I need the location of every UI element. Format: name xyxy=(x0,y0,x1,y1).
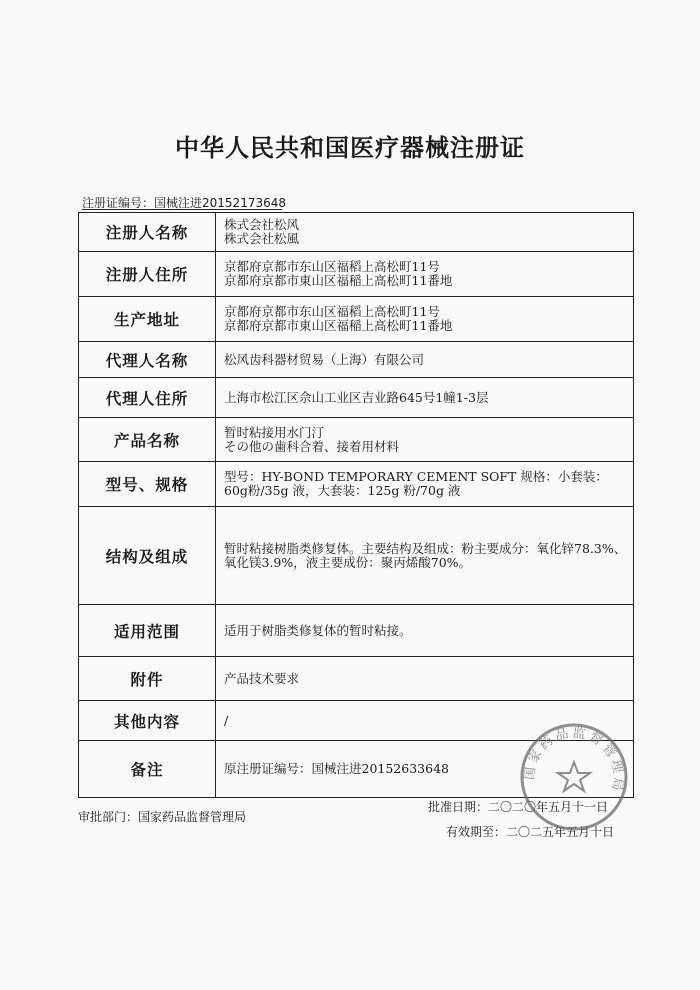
row-label: 代理人住所 xyxy=(79,378,216,418)
row-label: 结构及组成 xyxy=(79,507,216,605)
row-label: 适用范围 xyxy=(79,605,216,657)
table-row xyxy=(79,342,634,378)
registration-table xyxy=(78,212,634,798)
approver: 审批部门：国家药品监督管理局 xyxy=(78,810,247,824)
row-label: 备注 xyxy=(79,741,216,798)
registration-number-underline xyxy=(82,209,282,210)
table-row xyxy=(79,378,634,418)
value-line: 京都府京都市东山区福稻上高松町11号 xyxy=(224,259,440,274)
row-value xyxy=(216,418,634,462)
row-value xyxy=(216,462,634,507)
value-text: 适用于树脂类修复体的暂时粘接。 xyxy=(224,622,412,638)
value-line: 京都府京都市東山区福稲上高松町11番地 xyxy=(224,273,453,288)
value-text: / xyxy=(224,712,229,728)
row-value xyxy=(216,507,634,605)
registration-number-label: 注册证编号： xyxy=(82,196,155,210)
row-label: 附件 xyxy=(79,657,216,701)
approval-date: 批准日期：二〇二〇年五月十一日 xyxy=(428,800,609,814)
official-seal xyxy=(513,716,635,838)
row-value xyxy=(216,657,634,701)
row-value xyxy=(216,378,634,418)
row-label: 生产地址 xyxy=(79,297,216,342)
value-line: 暂时粘接用水门汀 xyxy=(224,424,325,440)
seal-star-icon xyxy=(558,762,590,791)
table-row xyxy=(79,418,634,462)
row-value xyxy=(216,252,634,297)
table-row xyxy=(79,605,634,657)
value-line: その他の歯科合着、接着用材料 xyxy=(224,438,400,454)
row-value xyxy=(216,213,634,252)
valid-until: 有效期至：二〇二五年五月十日 xyxy=(446,825,615,839)
value-line: 株式会社松風 xyxy=(224,231,300,246)
row-label: 产品名称 xyxy=(79,418,216,462)
row-label: 其他内容 xyxy=(79,701,216,741)
table-row xyxy=(79,297,634,342)
row-label: 代理人名称 xyxy=(79,342,216,378)
table-row xyxy=(79,213,634,252)
value-text: 产品技术要求 xyxy=(224,670,300,686)
value-text: 型号：HY-BOND TEMPORARY CEMENT SOFT 规格：小套装：60g粉/35g 液，大套装：125g 粉/70g 液 xyxy=(224,469,608,498)
table-row xyxy=(79,507,634,605)
seal-text: 国家药品监督管理局 xyxy=(522,725,626,795)
value-line: 京都府京都市東山区福稲上高松町11番地 xyxy=(224,318,453,333)
value-line: 松风齿科器材贸易（上海）有限公司 xyxy=(224,351,425,367)
value-line: 株式会社松风 xyxy=(224,217,300,232)
row-label: 注册人住所 xyxy=(79,252,216,297)
registration-number-value: 国械注进20152173648 xyxy=(154,196,286,210)
table-row xyxy=(79,252,634,297)
page-title: 中华人民共和国医疗器械注册证 xyxy=(175,134,525,162)
row-value xyxy=(216,342,634,378)
row-value xyxy=(216,605,634,657)
value-text: 原注册证编号：国械注进20152633648 xyxy=(224,761,449,776)
table-row xyxy=(79,462,634,507)
table-row xyxy=(79,657,634,701)
row-label: 注册人名称 xyxy=(79,213,216,252)
value-line: 京都府京都市东山区福稻上高松町11号 xyxy=(224,304,440,319)
value-line: 上海市松江区佘山工业区吉业路645号1幢1-3层 xyxy=(224,389,489,405)
value-text: 暂时粘接树脂类修复体。主要结构及组成：粉主要成分：氧化锌78.3%、氧化镁3.9%，液主要成份：聚丙烯酸70%。 xyxy=(224,540,627,570)
row-label: 型号、规格 xyxy=(79,462,216,507)
row-value xyxy=(216,297,634,342)
